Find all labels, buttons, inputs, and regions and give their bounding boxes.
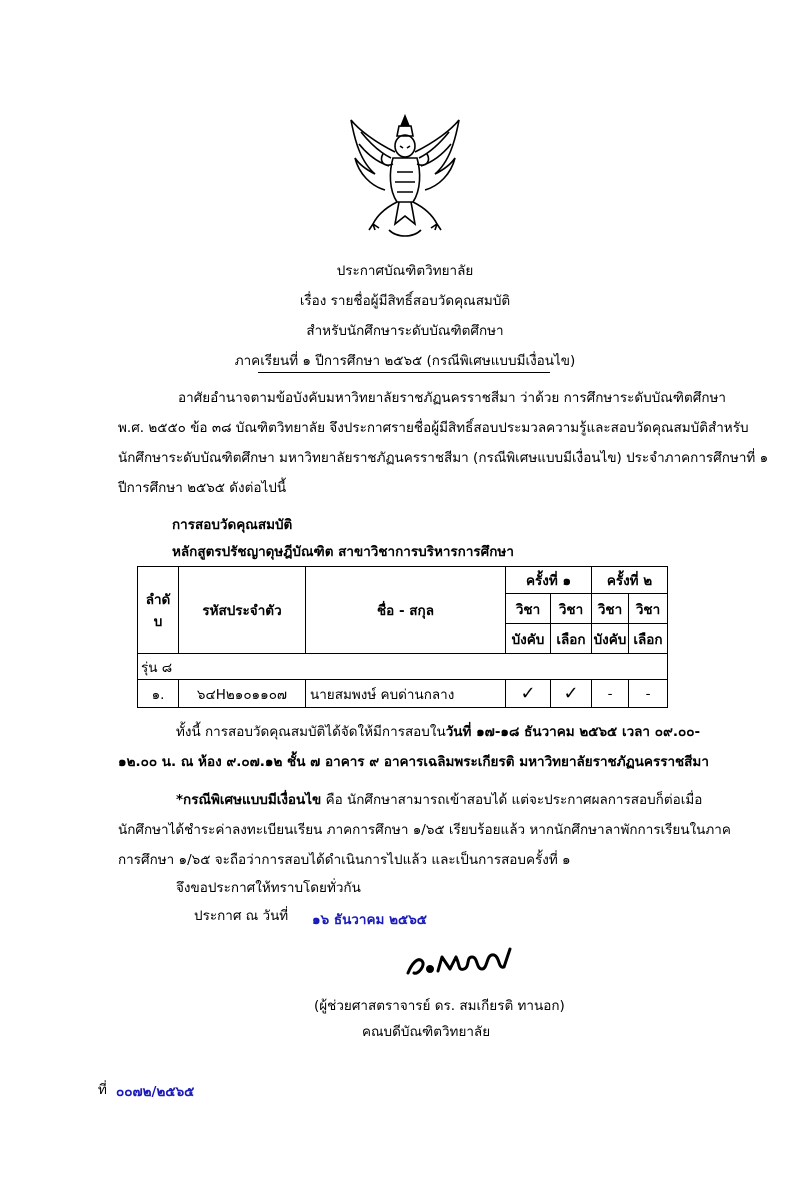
announcement-header — [0, 256, 810, 376]
condition-line-2: นักศึกษาได้ชำระค่าลงทะเบียนเรียน ภาคการศึกษา ๑/๖๕ เรียบร้อยแล้ว หากนักศึกษาลาพักการเรียนในภาค — [118, 822, 731, 838]
signer-position: คณบดีบัณฑิตวิทยาลัย — [362, 1024, 491, 1040]
col-no-header-line-1: ลำดั — [145, 592, 171, 608]
garuda-emblem-icon — [345, 112, 465, 242]
r2-elective-header: เลือก — [629, 624, 668, 654]
col-no-header — [138, 567, 179, 654]
r1-elective-check-icon: ✓ — [551, 680, 592, 708]
intro-line-1: อาศัยอำนาจตามข้อบังคับมหาวิทยาลัยราชภัฏนครราชสีมา ว่าด้วย การศึกษาระดับบัณฑิตศึกษา — [178, 390, 726, 406]
r1-elective-top: วิชา — [551, 594, 592, 624]
round-1-header: ครั้งที่ ๑ — [506, 567, 592, 594]
header-line-1: ประกาศบัณฑิตวิทยาลัย — [336, 263, 474, 279]
row-name: นายสมพงษ์ คบด่านกลาง — [306, 680, 506, 708]
section-title: การสอบวัดคุณสมบัติ — [172, 517, 293, 533]
signer-name: (ผู้ช่วยศาสตราจารย์ ดร. สมเกียรติ ทานอก) — [314, 998, 565, 1014]
r2-elective-value: - — [629, 680, 668, 708]
condition-label: *กรณีพิเศษแบบมีเงื่อนไข — [176, 792, 322, 808]
closing-line: จึงขอประกาศให้ทราบโดยทั่วกัน — [176, 880, 361, 896]
condition-line-1-text: คือ นักศึกษาสามารถเข้าสอบได้ แต่จะประกาศผลการสอบก็ต่อเมื่อ — [321, 792, 703, 808]
col-name-header: ชื่อ - สกุล — [306, 567, 506, 654]
program-title: หลักสูตรปรัชญาดุษฎีบัณฑิต สาขาวิชาการบริหารการศึกษา — [172, 544, 514, 560]
r2-elective-top: วิชา — [629, 594, 668, 624]
announce-date-label: ประกาศ ณ วันที่ — [194, 908, 289, 924]
r2-compulsory-top: วิชา — [592, 594, 629, 624]
announce-date: ๑๖ ธันวาคม ๒๕๖๕ — [312, 912, 428, 928]
header-line-3: สำหรับนักศึกษาระดับบัณฑิตศึกษา — [306, 323, 504, 339]
schedule-line-1-text: ทั้งนี้ การสอบวัดคุณสมบัติได้จัดให้มีการสอบใน — [176, 724, 446, 740]
r1-elective-header: เลือก — [551, 624, 592, 654]
row-no: ๑. — [138, 680, 179, 708]
schedule-line-1 — [176, 722, 700, 742]
intro-line-3: นักศึกษาระดับบัณฑิตศึกษา มหาวิทยาลัยราชภัฏนครราชสีมา (กรณีพิเศษแบบมีเงื่อนไข) ประจำภาคการศึกษาที่ ๑ — [118, 450, 769, 466]
group-row: รุ่น ๘ — [138, 654, 668, 680]
round-2-header: ครั้งที่ ๒ — [592, 567, 668, 594]
r1-compulsory-top: วิชา — [506, 594, 551, 624]
reference-label: ที่ — [98, 1082, 107, 1098]
r2-compulsory-value: - — [592, 680, 629, 708]
header-divider — [258, 372, 550, 373]
signature — [400, 935, 520, 985]
intro-line-4: ปีการศึกษา ๒๕๖๕ ดังต่อไปนี้ — [118, 480, 287, 496]
header-line-4: ภาคเรียนที่ ๑ ปีการศึกษา ๒๕๖๕ (กรณีพิเศษแบบมีเงื่อนไข) — [234, 353, 576, 369]
exam-candidate-table — [137, 566, 668, 708]
condition-line-3: การศึกษา ๑/๖๕ จะถือว่าการสอบได้ดำเนินการไปแล้ว และเป็นการสอบครั้งที่ ๑ — [118, 852, 571, 868]
reference-number: ๐๐๗๒/๒๕๖๕ — [116, 1084, 195, 1100]
schedule-line-2: ๑๒.๐๐ น. ณ ห้อง ๙.๐๗.๑๒ ชั้น ๗ อาคาร ๙ อาคารเฉลิมพระเกียรติ มหาวิทยาลัยราชภัฏนครราชสีมา — [118, 754, 709, 770]
schedule-date-time: วันที่ ๑๗-๑๘ ธันวาคม ๒๕๖๕ เวลา ๐๙.๐๐- — [445, 724, 701, 740]
r1-compulsory-check-icon: ✓ — [506, 680, 551, 708]
r1-compulsory-header: บังคับ — [506, 624, 551, 654]
condition-line-1 — [176, 790, 702, 810]
r2-compulsory-header: บังคับ — [592, 624, 629, 654]
row-id: ๖๔H๒๑๐๑๑๐๗ — [179, 680, 306, 708]
intro-line-2: พ.ศ. ๒๕๕๐ ข้อ ๓๘ บัณฑิตวิทยาลัย จึงประกาศรายชื่อผู้มีสิทธิ์สอบประมวลความรู้และสอบวัดคุณสมบัติสำหรับ — [118, 420, 749, 436]
header-line-2: เรื่อง รายชื่อผู้มีสิทธิ์สอบวัดคุณสมบัติ — [299, 293, 511, 309]
col-no-header-line-2: บ — [153, 614, 163, 630]
col-id-header: รหัสประจำตัว — [179, 567, 306, 654]
table-row — [138, 680, 668, 708]
